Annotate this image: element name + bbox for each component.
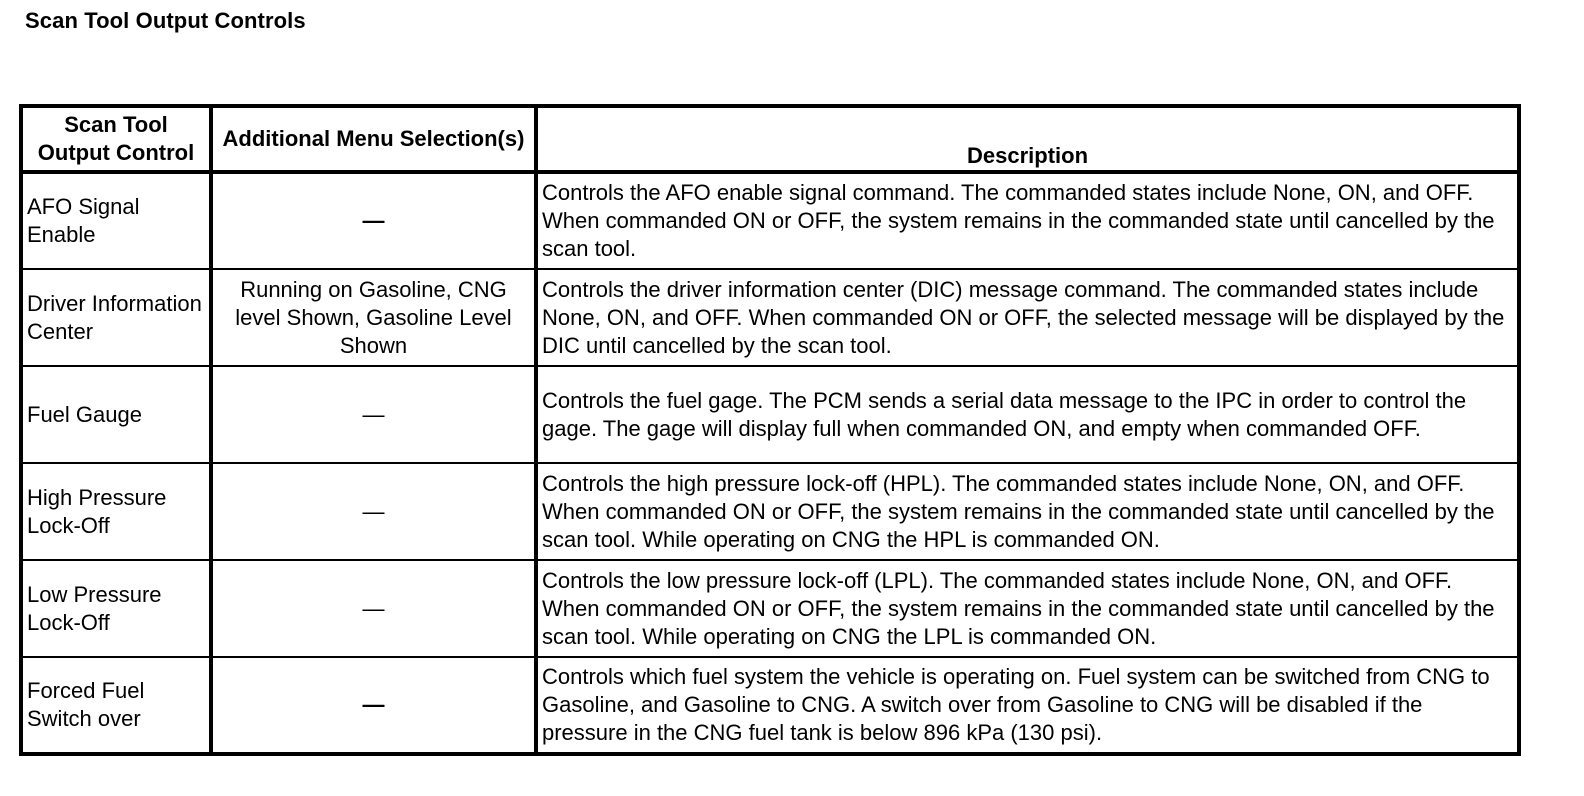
menu-selection-text: Running on Gasoline, CNG level Shown, Gasoline Level Shown	[235, 276, 512, 358]
menu-selection-text: —	[362, 692, 385, 717]
table-row	[21, 560, 1519, 657]
menu-selection-cell	[211, 269, 536, 366]
column-header-description: Description	[536, 106, 1519, 172]
column-header-control: Scan Tool Output Control	[21, 106, 211, 172]
description-cell: Controls the AFO enable signal command. The commanded states include None, ON, and OFF. When commanded ON or OFF, the system remains in the commanded state until cancelled by the scan tool.	[536, 172, 1519, 269]
control-name-cell: High Pressure Lock-Off	[21, 463, 211, 560]
output-controls-table	[19, 104, 1521, 756]
menu-selection-cell	[211, 560, 536, 657]
description-cell: Controls the low pressure lock-off (LPL). The commanded states include None, ON, and OFF. When commanded ON or OFF, the system remains in the commanded state until cancelled by the scan tool. While operating on CNG the LPL is commanded ON.	[536, 560, 1519, 657]
table-header-row	[21, 106, 1519, 172]
table-row	[21, 172, 1519, 269]
table-row	[21, 657, 1519, 754]
control-name-cell: Driver Information Center	[21, 269, 211, 366]
menu-selection-text: —	[362, 498, 385, 524]
menu-selection-cell	[211, 657, 536, 754]
page-title: Scan Tool Output Controls	[25, 8, 306, 33]
table-row	[21, 463, 1519, 560]
column-header-menu: Additional Menu Selection(s)	[211, 106, 536, 172]
menu-selection-text: —	[362, 595, 385, 621]
table-row	[21, 366, 1519, 463]
description-cell: Controls the driver information center (DIC) message command. The commanded states include None, ON, and OFF. When commanded ON or OFF, the selected message will be displayed by the DIC until cancelled by the scan tool.	[536, 269, 1519, 366]
control-name-cell: AFO Signal Enable	[21, 172, 211, 269]
menu-selection-cell	[211, 463, 536, 560]
menu-selection-cell	[211, 366, 536, 463]
menu-selection-text: —	[362, 401, 385, 427]
description-cell: Controls the high pressure lock-off (HPL). The commanded states include None, ON, and OFF. When commanded ON or OFF, the system remains in the commanded state until cancelled by the scan tool. While operating on CNG the HPL is commanded ON.	[536, 463, 1519, 560]
control-name-cell: Fuel Gauge	[21, 366, 211, 463]
description-cell: Controls the fuel gage. The PCM sends a serial data message to the IPC in order to control the gage. The gage will display full when commanded ON, and empty when commanded OFF.	[536, 366, 1519, 463]
menu-selection-text: —	[362, 208, 385, 233]
table-row	[21, 269, 1519, 366]
menu-selection-cell	[211, 172, 536, 269]
control-name-cell: Low Pressure Lock-Off	[21, 560, 211, 657]
control-name-cell: Forced Fuel Switch over	[21, 657, 211, 754]
description-cell: Controls which fuel system the vehicle is operating on. Fuel system can be switched from CNG to Gasoline, and Gasoline to CNG. A switch over from Gasoline to CNG will be disabled if the pressure in the CNG fuel tank is below 896 kPa (130 psi).	[536, 657, 1519, 754]
